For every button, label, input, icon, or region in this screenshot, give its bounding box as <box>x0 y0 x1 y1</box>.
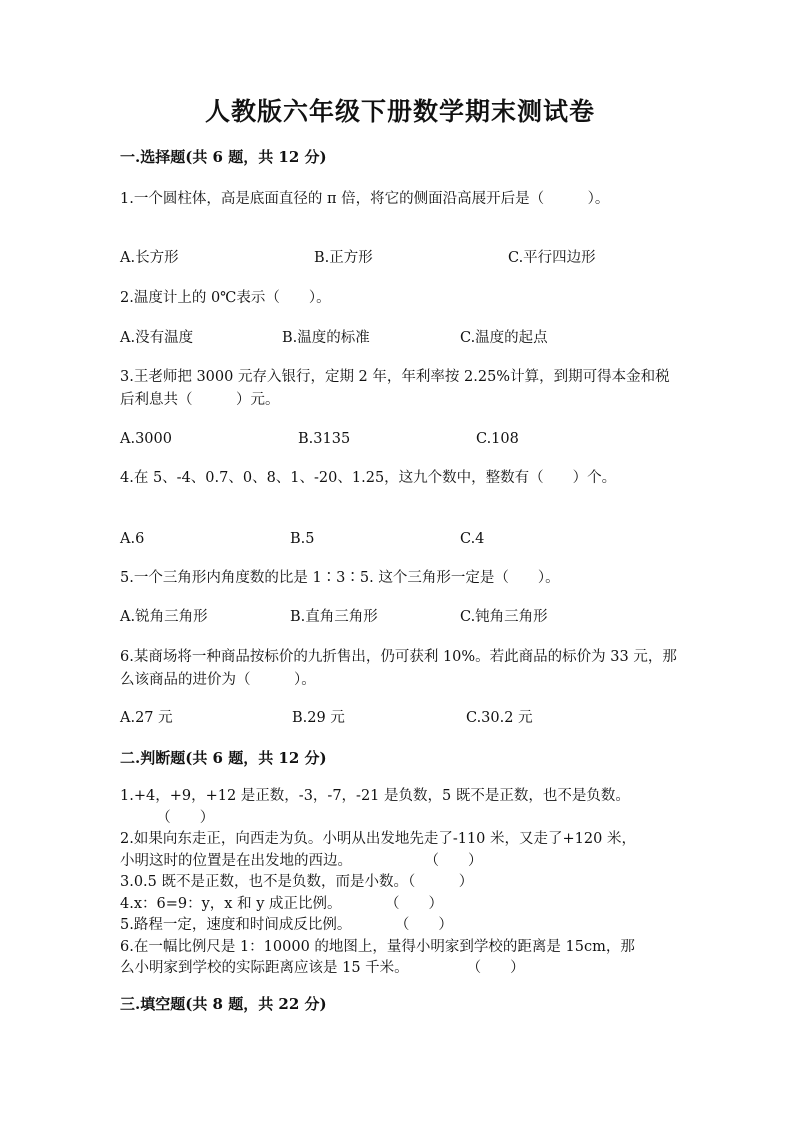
option-b: B.正方形 <box>314 250 373 266</box>
section-heading-fill: 三.填空题(共 8 题，共 22 分) <box>120 995 327 1013</box>
judge-line: 4.x：6=9：y，x 和 y 成正比例。 （ ） <box>120 895 443 912</box>
judge-line: 小明这时的位置是在出发地的西边。 （ ） <box>120 852 483 869</box>
question-text: 4.在 5、-4、0.7、0、8、1、-20、1.25，这九个数中，整数有（ ）个。 <box>120 470 617 486</box>
question-text: 1.一个圆柱体，高是底面直径的 π 倍，将它的侧面沿高展开后是（ ）。 <box>120 191 610 207</box>
exam-title: 人教版六年级下册数学期末测试卷 <box>204 97 595 126</box>
section-heading-choice: 一.选择题(共 6 题，共 12 分) <box>120 148 327 166</box>
question-options <box>120 247 720 269</box>
judge-line: 么小明家到学校的实际距离应该是 15 千米。 （ ） <box>120 960 525 976</box>
judge-line: （ ） <box>120 809 215 826</box>
judge-line: 2.如果向东走正，向西走为负。小明从出发地先走了-110 米，又走了+120 米， <box>120 831 636 847</box>
judge-line: 6.在一幅比例尺是 1：10000 的地图上，量得小明家到学校的距离是 15cm，那 <box>120 938 635 955</box>
question-text: 5.一个三角形内角度数的比是 1∶3∶5. 这个三角形一定是（ ）。 <box>120 570 560 586</box>
option-a: A.27 元 <box>120 710 173 726</box>
option-b: B.直角三角形 <box>290 609 378 625</box>
option-b: B.5 <box>290 531 315 547</box>
judge-line: 1.+4，+9，+12 是正数，-3，-7，-21 是负数，5 既不是正数，也不是负数。 <box>120 788 630 804</box>
question-options <box>120 428 720 450</box>
option-c: C.平行四边形 <box>508 250 596 266</box>
option-c: C.4 <box>460 531 485 547</box>
question-text: 3.王老师把 3000 元存入银行，定期 2 年，年利率按 2.25%计算，到期可得本金和税后利息共（ ）元。 <box>120 369 670 408</box>
option-a: A.长方形 <box>120 250 179 266</box>
question-options <box>120 327 720 349</box>
option-c: C.钝角三角形 <box>460 609 548 625</box>
question-options <box>120 528 720 550</box>
option-a: A.锐角三角形 <box>120 609 208 625</box>
option-c: C.温度的起点 <box>460 330 548 346</box>
option-c: C.30.2 元 <box>466 710 533 726</box>
judge-line: 3.0.5 既不是正数，也不是负数，而是小数。（ ） <box>120 874 474 890</box>
judge-questions <box>120 786 680 980</box>
question-text: 6.某商场将一种商品按标价的九折售出，仍可获利 10%。若此商品的标价为 33 元，那么该商品的进价为（ ）。 <box>120 649 677 688</box>
option-a: A.没有温度 <box>120 330 194 346</box>
judge-line: 5.路程一定，速度和时间成反比例。 （ ） <box>120 917 453 933</box>
section-heading-judge: 二.判断题(共 6 题，共 12 分) <box>120 749 327 767</box>
option-b: B.3135 <box>298 431 351 447</box>
option-a: A.6 <box>120 531 145 547</box>
question-options <box>120 606 720 628</box>
option-b: B.29 元 <box>292 710 345 726</box>
option-a: A.3000 <box>120 431 172 447</box>
question-text: 2.温度计上的 0℃表示（ ）。 <box>120 290 331 306</box>
question-options <box>120 707 720 729</box>
option-c: C.108 <box>476 431 519 447</box>
option-b: B.温度的标准 <box>282 330 370 346</box>
